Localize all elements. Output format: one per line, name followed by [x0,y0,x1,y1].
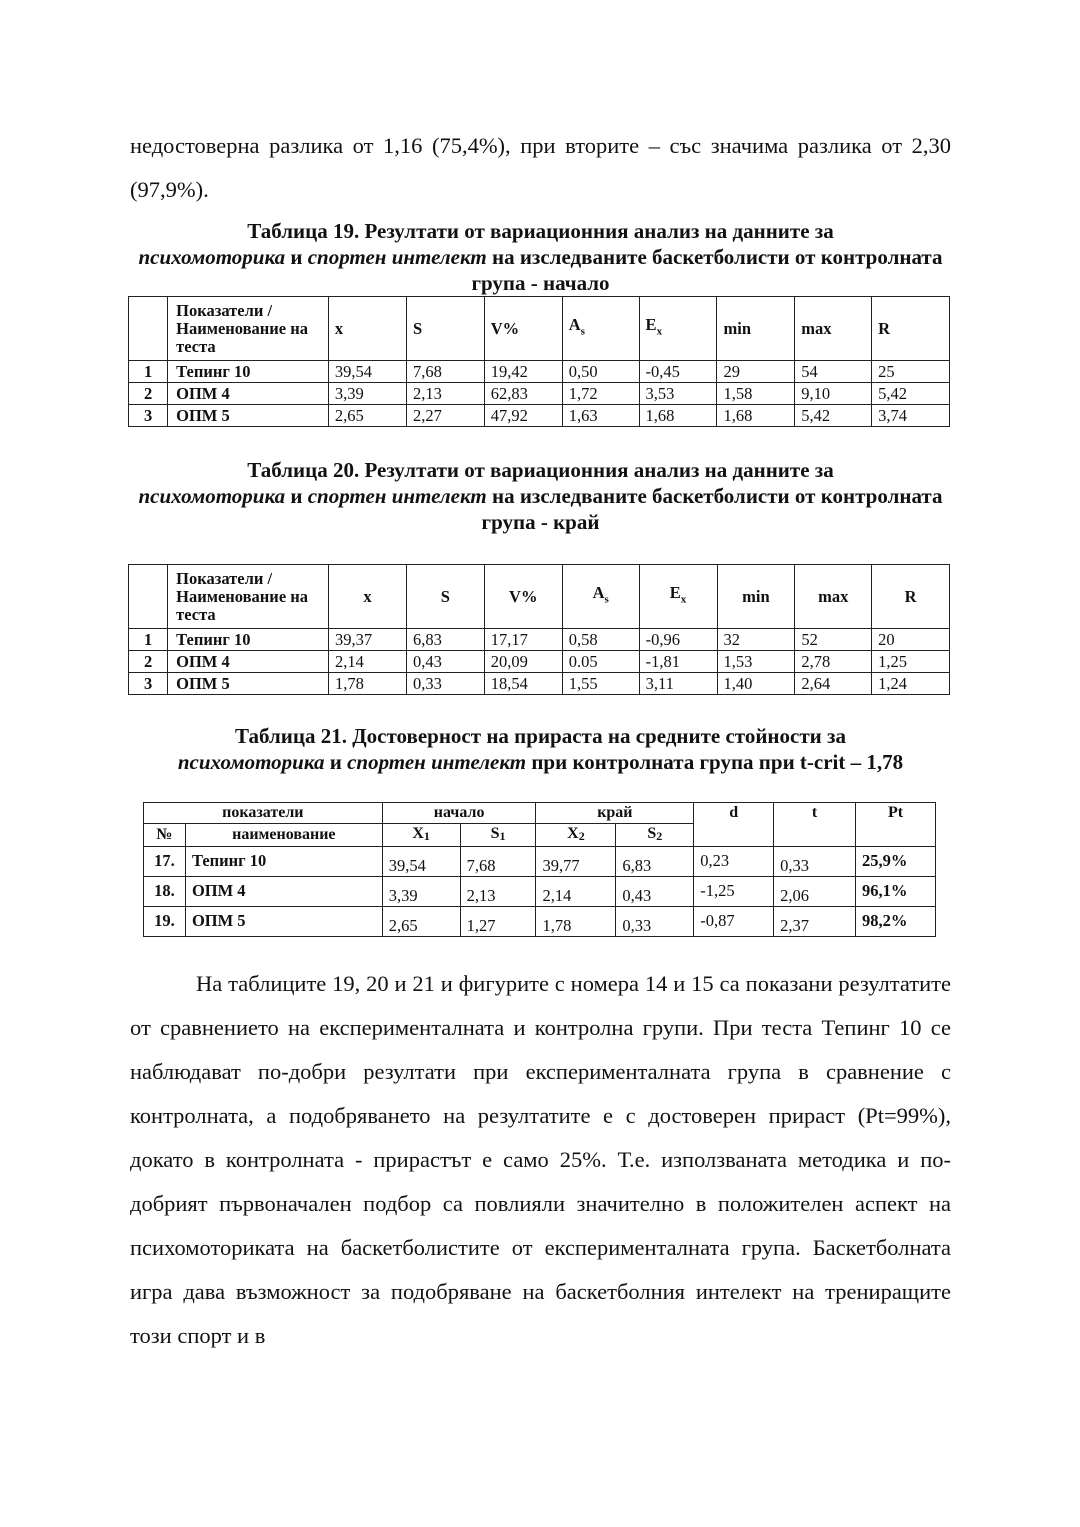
cell-v: 47,92 [484,405,562,427]
table19-caption-tail: на изследваните баскетболисти от контролната група - начало [471,245,943,295]
cell-x2: 39,77 [536,847,616,877]
table20-header-s: S [406,565,484,629]
cell-max: 5,42 [795,405,872,427]
cell-min: 1,58 [717,383,795,405]
table-row [129,629,950,651]
table21-header-x2-sub: 2 [578,829,585,843]
table19-caption [130,218,951,296]
table20-header-as-label: A [592,583,605,603]
table21-header-s2-sub: 2 [656,829,663,843]
cell-x: 3,39 [328,383,406,405]
test-name: Тепинг 10 [185,847,382,877]
cell-s1: 1,27 [460,907,536,937]
row-number: 2 [129,651,168,673]
cell-x2: 1,78 [536,907,616,937]
cell-as: 1,55 [562,673,639,695]
table21-header-x1 [382,824,460,847]
table19-caption-and: и [285,245,308,269]
table19-header-as-label: A [568,315,581,335]
table20-header-ex-label: E [669,583,681,603]
cell-v: 19,42 [484,361,562,383]
table20-caption [130,457,951,535]
table19-header-v: V% [484,297,562,361]
table21-header-start: начало [382,803,536,824]
table21-header-row1 [144,803,936,824]
table21-header-pt: Pt [856,803,936,847]
table21 [143,802,936,937]
cell-s1: 7,68 [460,847,536,877]
table21-caption-tail: при контролната група при t-crit – 1,78 [526,750,904,774]
cell-s: 0,43 [406,651,484,673]
table20-header-as [562,565,639,629]
test-name: ОПМ 5 [168,405,329,427]
cell-s2: 6,83 [616,847,694,877]
table19-header-s: S [406,297,484,361]
table21-header-s2-label: S [647,825,657,842]
cell-s2: 0,43 [616,877,694,907]
cell-x: 39,37 [328,629,406,651]
cell-min: 1,53 [717,651,795,673]
cell-ex: -1,81 [639,651,717,673]
cell-pt: 98,2% [856,907,936,937]
intro-paragraph: недостоверна разлика от 1,16 (75,4%), при вторите – със значима разлика от 2,30 (97,9%). [130,133,951,202]
cell-t: 0,33 [774,847,856,877]
cell-v: 18,54 [484,673,562,695]
cell-r: 1,24 [872,673,950,695]
table-row [129,405,950,427]
cell-r: 25 [872,361,950,383]
cell-r: 5,42 [872,383,950,405]
cell-x: 2,65 [328,405,406,427]
table20-caption-italic1: психомоторика [138,484,286,508]
table21-header-x1-sub: 1 [423,829,430,843]
cell-v: 62,83 [484,383,562,405]
table21-header-s1-sub: 1 [499,829,506,843]
cell-s: 0,33 [406,673,484,695]
table20-header-x: x [328,565,406,629]
cell-max: 2,78 [795,651,872,673]
table19-header-row [129,297,950,361]
table21-header-end: край [536,803,694,824]
cell-ex: 1,68 [639,405,717,427]
table21-header-x2-label: X [567,825,579,842]
table19-header-max: max [795,297,872,361]
cell-ex: 3,11 [639,673,717,695]
cell-d: -1,25 [694,877,774,907]
table20-caption-lead: Таблица 20. Резултати от вариационния анализ на данните за [247,458,834,482]
table21-header-no: № [144,824,186,847]
test-name: ОПМ 4 [168,651,329,673]
cell-ex: 3,53 [639,383,717,405]
cell-as: 1,63 [562,405,639,427]
cell-as: 0,50 [562,361,639,383]
row-number: 3 [129,405,168,427]
table19-caption-lead: Таблица 19. Резултати от вариационния анализ на данните за [247,219,834,243]
cell-pt: 96,1% [856,877,936,907]
cell-r: 3,74 [872,405,950,427]
table19-header-as [562,297,639,361]
row-number: 3 [129,673,168,695]
table-row [129,651,950,673]
table21-header-s2 [616,824,694,847]
cell-x1: 39,54 [382,847,460,877]
cell-as: 1,72 [562,383,639,405]
table-row [144,907,936,937]
cell-max: 2,64 [795,673,872,695]
table21-header-x2 [536,824,616,847]
table20-caption-italic2: спортен интелект [307,484,487,508]
cell-max: 9,10 [795,383,872,405]
table19 [128,296,950,427]
cell-min: 32 [717,629,795,651]
table20-header-as-sub: s [604,593,609,606]
table20-header-name: Показатели / Наименование на теста [168,565,329,629]
cell-ex: -0,45 [639,361,717,383]
table19-caption-italic1: психомоторика [138,245,286,269]
row-number: 1 [129,361,168,383]
cell-s1: 2,13 [460,877,536,907]
row-number: 2 [129,383,168,405]
cell-pt: 25,9% [856,847,936,877]
table19-caption-italic2: спортен интелект [307,245,487,269]
table19-header-min: min [717,297,795,361]
table21-caption-lead: Таблица 21. Достоверност на прираста на средните стойности за [235,724,846,748]
cell-as: 0.05 [562,651,639,673]
cell-max: 52 [795,629,872,651]
row-number: 18. [144,877,186,907]
cell-x1: 3,39 [382,877,460,907]
table20 [128,564,950,695]
cell-min: 1,40 [717,673,795,695]
cell-s: 6,83 [406,629,484,651]
table20-header-r: R [872,565,950,629]
table19-header-r: R [872,297,950,361]
table20-header-min: min [717,565,795,629]
table20-caption-tail: на изследваните баскетболисти от контролната група - край [481,484,943,534]
test-name: ОПМ 5 [185,907,382,937]
table21-header-indicators: показатели [144,803,383,824]
test-name: Тепинг 10 [168,361,329,383]
table21-caption-italic1: психомоторика [177,750,325,774]
table20-header-num [129,565,168,629]
cell-min: 1,68 [717,405,795,427]
cell-s2: 0,33 [616,907,694,937]
cell-v: 20,09 [484,651,562,673]
cell-s: 2,13 [406,383,484,405]
cell-ex: -0,96 [639,629,717,651]
row-number: 1 [129,629,168,651]
table21-header-s1-label: S [490,825,500,842]
table-row [144,847,936,877]
cell-t: 2,06 [774,877,856,907]
cell-s: 2,27 [406,405,484,427]
row-number: 19. [144,907,186,937]
table-row [129,673,950,695]
cell-r: 1,25 [872,651,950,673]
table19-header-x: x [328,297,406,361]
test-name: Тепинг 10 [168,629,329,651]
table20-caption-and: и [285,484,308,508]
table19-header-as-sub: s [580,325,585,338]
table20-header-ex-sub: x [680,593,687,606]
table19-header-ex-sub: x [656,325,663,338]
table19-header-num [129,297,168,361]
table20-header-ex [639,565,717,629]
cell-x2: 2,14 [536,877,616,907]
table21-header-s1 [460,824,536,847]
table21-caption-italic2: спортен интелект [347,750,527,774]
table21-header-x1-label: X [412,825,424,842]
test-name: ОПМ 4 [168,383,329,405]
cell-d: -0,87 [694,907,774,937]
row-number: 17. [144,847,186,877]
table21-header-d: d [694,803,774,847]
table21-header-name: наименование [185,824,382,847]
cell-r: 20 [872,629,950,651]
cell-min: 29 [717,361,795,383]
table21-header-t: t [774,803,856,847]
table-row [144,877,936,907]
cell-as: 0,58 [562,629,639,651]
table-row [129,361,950,383]
table19-header-name: Показатели / Наименование на теста [168,297,329,361]
cell-t: 2,37 [774,907,856,937]
table20-header-row [129,565,950,629]
cell-x: 2,14 [328,651,406,673]
cell-s: 7,68 [406,361,484,383]
table-row [129,383,950,405]
table20-header-v: V% [484,565,562,629]
cell-x1: 2,65 [382,907,460,937]
cell-v: 17,17 [484,629,562,651]
cell-x: 1,78 [328,673,406,695]
table19-header-ex-label: E [645,315,657,335]
test-name: ОПМ 4 [185,877,382,907]
table20-header-max: max [795,565,872,629]
cell-max: 54 [795,361,872,383]
body-paragraph: На таблиците 19, 20 и 21 и фигурите с номера 14 и 15 са показани резултатите от сравнението на експерименталната и контролна групи. При теста Тепинг 10 се наблюдават по-добри резултати при експерименталната група в сравнение с контролната, а подобряването на резултатите е с достоверен прираст (Pt=99%), докато в контролната - прирастът е само 25%. Т.е. използваната методика и по-добрият първоначален подбор са повлияли значително в положителен аспект на психомоториката на баскетболистите от експерименталната група. Баскетболната игра дава възможност за подобряване на баскетболния интелект на трениращите този спорт и в [130,971,951,1348]
table21-caption [130,723,951,775]
table21-caption-and: и [324,750,348,774]
cell-x: 39,54 [328,361,406,383]
cell-d: 0,23 [694,847,774,877]
table19-header-ex [639,297,717,361]
test-name: ОПМ 5 [168,673,329,695]
